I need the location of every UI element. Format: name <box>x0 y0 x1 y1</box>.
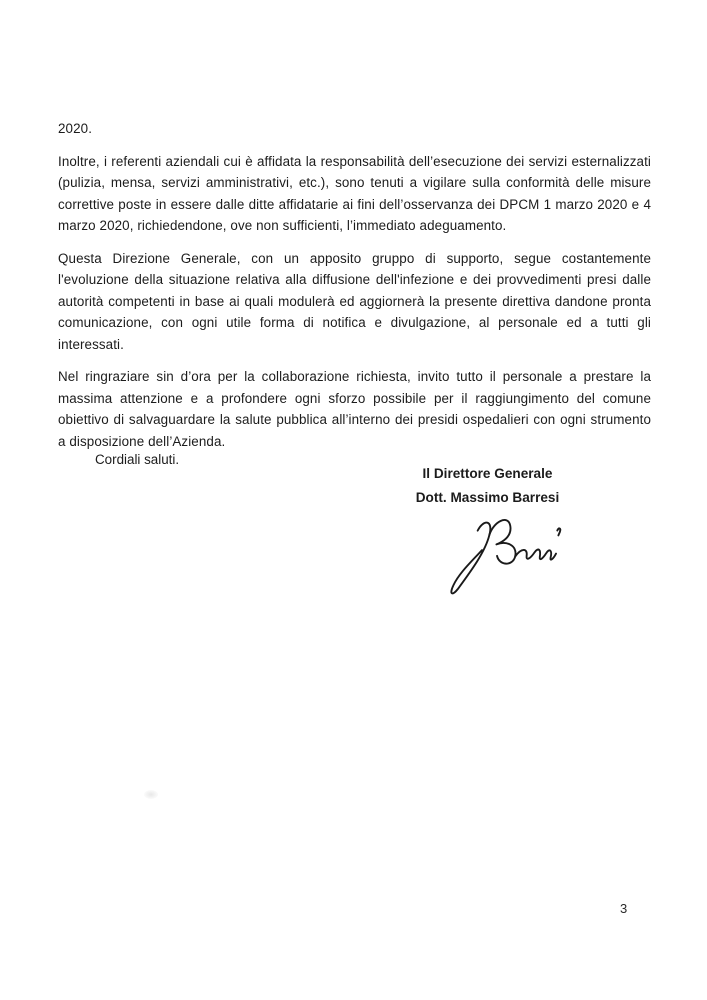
paragraph-ringraziamento: Nel ringraziare sin d’ora per la collaborazione richiesta, invito tutto il personale a prestare la massima attenzione e a profondere ogni sforzo possibile per il raggiungimento del comune obiettivo di salvaguardare la salute pubblica all’interno dei presidi ospedalieri con ogni strumento a disposizione dell’Azienda. <box>58 369 651 449</box>
signer-name: Dott. Massimo Barresi <box>415 490 560 505</box>
handwritten-signature-icon <box>411 508 592 604</box>
letter-body <box>58 118 651 463</box>
signature-block <box>385 465 590 600</box>
closing-salutation: Cordiali saluti. <box>95 452 180 467</box>
paragraph-continuation: 2020. <box>58 121 93 136</box>
scan-smudge-artifact <box>144 790 158 799</box>
signer-title: Il Direttore Generale <box>422 466 553 481</box>
paragraph-referenti-aziendali: Inoltre, i referenti aziendali cui è affidata la responsabilità dell’esecuzione dei servizi esternalizzati (pulizia, mensa, servizi amministrativi, etc.), sono tenuti a vigilare sulla conformità delle misure correttive poste in essere dalle ditte affidatarie ai fini dell’osservanza dei DPCM 1 marzo 2020 e 4 marzo 2020, richiedendone, ove non sufficienti, l’immediato adeguamento. <box>58 153 651 233</box>
page-number: 3 <box>620 901 628 916</box>
paragraph-direzione-generale: Questa Direzione Generale, con un apposito gruppo di supporto, segue costantemente l'evoluzione della situazione relativa alla diffusione dell'infezione e dei provvedimenti presi dalle autorità competenti in base ai quali modulerà ed aggiornerà la presente direttiva dandone pronta comunicazione, con ogni utile forma di notifica e divulgazione, al personale ed a tutti gli interessati. <box>58 250 651 352</box>
